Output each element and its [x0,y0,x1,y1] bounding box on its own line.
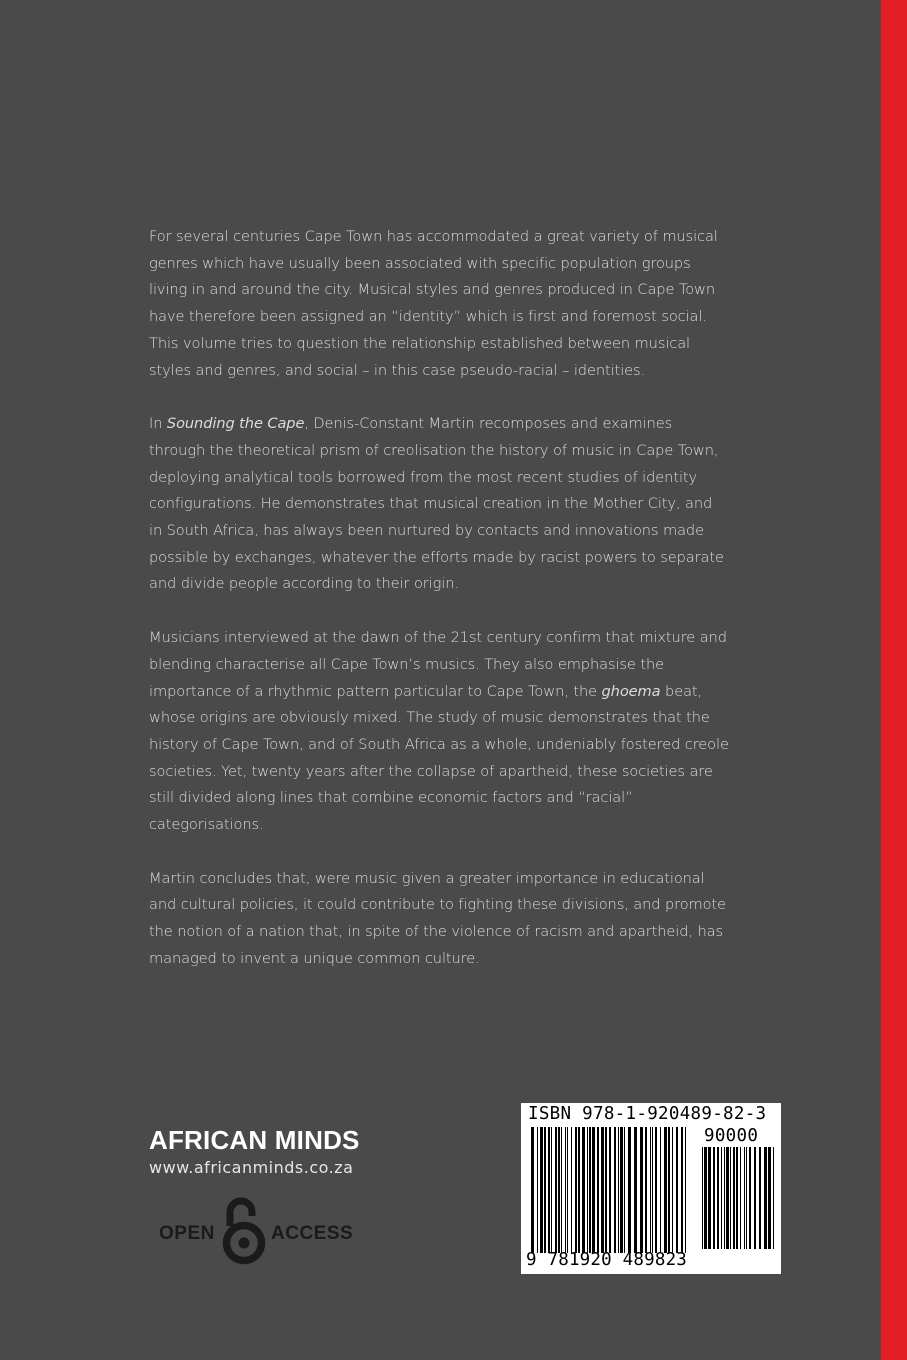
barcode-bar [685,1127,686,1253]
barcode-bar [571,1127,572,1253]
barcode-bar [764,1147,767,1249]
barcode-bar [548,1127,550,1253]
blurb-paragraph-4: Martin concludes that, were music given a greater importance in educational and cultural policies, it could contribute to fighting these divisions, and promote the notion of a nation that, in spite of the violence of racism and apartheid, has managed to invent a unique common culture. [149,869,726,967]
barcode-bar [730,1147,731,1249]
barcode-bar [668,1127,670,1253]
barcode-bar [634,1127,637,1253]
barcode-bar [754,1147,756,1249]
access-label: ACCESS [271,1223,354,1244]
barcode-bar [609,1127,611,1253]
barcode-bar [704,1147,707,1249]
barcode-bar [708,1147,711,1249]
barcode-bar [531,1127,534,1253]
barcode-bar [768,1147,771,1249]
barcode-bar [587,1127,588,1253]
barcode-bar [565,1127,566,1253]
price-code: 90000 [704,1126,759,1146]
barcode-bar [740,1147,741,1249]
barcode-bar [733,1147,735,1249]
barcode-bar [601,1127,604,1253]
barcode-bar [640,1127,643,1253]
barcode-bar [614,1127,616,1253]
barcode-bar [717,1147,719,1249]
barcode-bar [578,1127,580,1253]
barcode-bar [540,1127,543,1253]
publisher-url: www.africanminds.co.za [149,1158,354,1177]
barcode-bar [558,1127,560,1253]
barcode-bar [744,1147,745,1249]
barcode-bar [702,1147,703,1249]
blurb-p2-rest: , Denis-Constant Martin recomposes and examines through the theoretical prism of creolisation the history of music in Cape Town, deploying analytical tools borrowed from the most recent studies of identity configurations. He demonstrates that musical creation in the Mother City, and in South Africa, has always been nurtured by contacts and innovations made possible by exchanges, whatever the efforts made by racist powers to separate and divide people according to their origin. [149,415,724,593]
book-title: Sounding the Cape [166,415,305,433]
barcode-bar [713,1147,715,1249]
barcode-bar [620,1127,623,1253]
isbn-number: ISBN 978-1-920489-82-3 [528,1104,767,1124]
publisher-block [149,1124,360,1177]
barcode-bar [749,1147,751,1249]
barcode-bar [537,1127,538,1253]
barcode-bar [597,1127,599,1253]
barcode-bar [628,1127,631,1253]
barcode-bar [652,1127,653,1253]
barcode-bar [736,1147,738,1249]
barcode-bar [746,1147,747,1249]
addon-barcode-bars [702,1147,774,1249]
barcode-bar [660,1127,661,1253]
barcode-bar [726,1147,729,1249]
blurb-paragraph-1: For several centuries Cape Town has accommodated a great variety of musical genres which have usually been associated with specific population groups living in and around the city. Musical styles and genres produced in Cape Town have therefore been assigned an “identity” which is first and foremost social. This volume tries to question the relationship established between musical styles and genres, and social – in this case pseudo-racial – identities. [149,228,718,379]
barcode-bar [575,1127,577,1253]
barcode-bar [655,1127,657,1253]
barcode-bar [676,1127,678,1253]
isbn-barcode [521,1103,781,1274]
blurb-paragraph-2 [149,411,729,598]
barcode-bar [555,1127,557,1253]
barcode-bar [544,1127,546,1253]
barcode-bar [561,1127,562,1253]
blurb-paragraph-3 [149,625,729,839]
blurb-p3-prefix: Musicians interviewed at the dawn of the 21st century confirm that mixture and blending characterise all Cape Town’s musics. They also emphasise the importance of a rhythmic pattern particular to Cape Town, the [149,629,727,700]
barcode-bar [724,1147,725,1249]
barcode-bar [645,1127,647,1253]
barcode-bar [618,1127,619,1253]
open-access-lock-icon [221,1196,267,1266]
barcode-bar [664,1127,667,1253]
barcode-bar [624,1127,625,1253]
ean-barcode-bars [531,1127,686,1253]
barcode-bar [605,1127,607,1253]
open-label: OPEN [159,1223,215,1244]
open-access-logo [159,1196,359,1266]
barcode-bar [551,1127,552,1253]
back-cover-blurb [149,224,729,1000]
barcode-bar [567,1127,568,1253]
barcode-bar [759,1147,761,1249]
ghoema-term: ghoema [601,682,661,700]
barcode-bar [650,1127,651,1253]
publisher-name: AFRICAN MINDS [149,1125,360,1155]
barcode-bar [589,1127,591,1253]
barcode-bar [592,1127,595,1253]
red-spine-strip [881,0,907,1360]
barcode-bar [773,1147,774,1249]
ean-digits: 9 781920 489823 [526,1250,688,1270]
barcode-bar [721,1147,722,1249]
barcode-bar [672,1127,673,1253]
barcode-bar [582,1127,585,1253]
blurb-p2-prefix: In [149,415,167,433]
barcode-bar [681,1127,683,1253]
blurb-p3-rest: beat, whose origins are obviously mixed. The study of music demonstrates that the history of Cape Town, and of South Africa as a whole, undeniably fostered creole societies. Yet, twenty years after the collapse of apartheid, these societies are still divided along lines that combine economic factors and “racial” categorisations. [149,682,729,834]
